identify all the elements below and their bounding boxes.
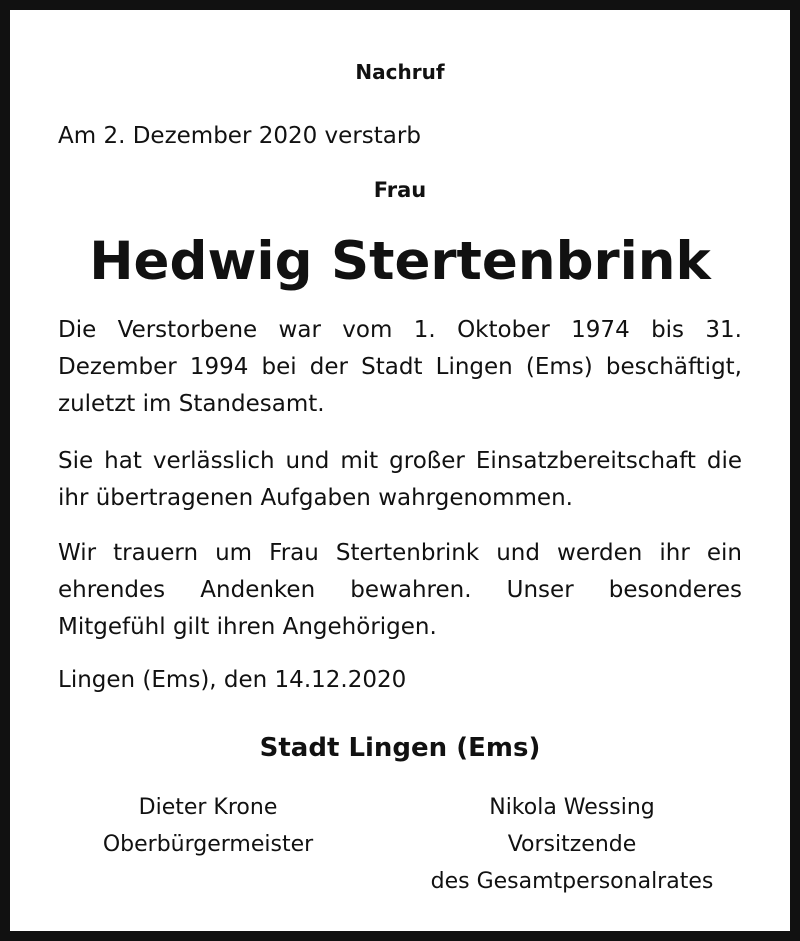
signatory-name: Dieter Krone [138, 795, 278, 820]
place-date: Lingen (Ems), den 14.12.2020 [58, 667, 407, 693]
notice-heading: Nachruf [355, 60, 445, 84]
paragraph-mourning: Wir trauern um Frau Stertenbrink und werden ihr ein ehrendes Andenken bewahren. Unser besonderes Mitgefühl gilt ihren Angehörigen. [58, 540, 742, 640]
deceased-name: Hedwig Stertenbrink [89, 231, 711, 292]
signatory-title: Vorsitzende [507, 832, 637, 857]
intro-line: Am 2. Dezember 2020 verstarb [58, 123, 421, 149]
paragraph-employment: Die Verstorbene war vom 1. Oktober 1974 bis 31. Dezember 1994 bei der Stadt Lingen (Ems) beschäftigt, zuletzt im Standesamt. [58, 317, 742, 417]
signatory-mayor [78, 789, 338, 863]
signatory-name: Nikola Wessing [489, 795, 655, 820]
signatory-title: Oberbürgermeister [102, 832, 314, 857]
signatory-council-chair [392, 789, 752, 900]
signatory-title-line2: des Gesamtpersonalrates [430, 869, 714, 894]
paragraph-tribute: Sie hat verlässlich und mit großer Einsatzbereitschaft die ihr übertragenen Aufgaben wahrgenommen. [58, 448, 742, 511]
organization-name: Stadt Lingen (Ems) [259, 733, 541, 763]
salutation: Frau [373, 178, 427, 202]
